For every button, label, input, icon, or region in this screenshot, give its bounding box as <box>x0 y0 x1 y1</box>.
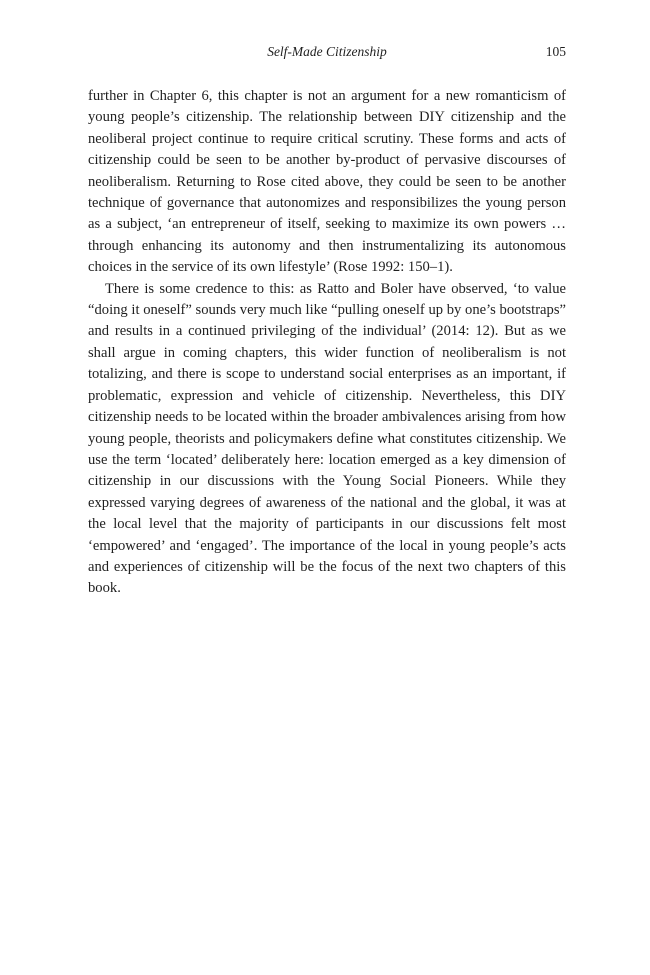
running-head <box>88 44 566 64</box>
paragraph-continuation: further in Chapter 6, this chapter is not an argument for a new romanticism of young people’s citizenship. The relationship between DIY citizenship and the neoliberal project continue to require critical scrutiny. These forms and acts of citizenship could be seen to be another by-product of pervasive discourses of neoliberalism. Returning to Rose cited above, they could be seen to be another technique of governance that autonomizes and responsibilizes the young person as a subject, ‘an entrepreneur of itself, seeking to maximize its own powers … through enhancing its autonomy and then instrumentalizing its autonomous choices in the service of its own lifestyle’ (Rose 1992: 150–1). <box>88 88 566 276</box>
page-number: 105 <box>545 44 566 59</box>
paragraph: There is some credence to this: as Ratto and Boler have observed, ‘to value “doing it oneself” sounds very much like “pulling oneself up by one’s bootstraps” and results in a continued privileging of the individual’ (2014: 12). But as we shall argue in coming chapters, this wider function of neoliberalism is not totalizing, and there is scope to understand social enterprises as an important, if problematic, expression and vehicle of citizenship. Nevertheless, this DIY citizenship needs to be located within the broader ambivalences arising from how young people, theorists and policymakers define what constitutes citizenship. We use the term ‘located’ deliberately here: location emerged as a key dimension of citizenship in our discussions with the Young Social Pioneers. While they expressed varying degrees of awareness of the national and the global, it was at the local level that the majority of participants in our discussions felt most ‘empowered’ and ‘engaged’. The importance of the local in young people’s acts and experiences of citizenship will be the focus of the next two chapters of this book. <box>88 280 566 597</box>
running-title: Self-Made Citizenship <box>267 44 387 59</box>
body-text <box>88 86 566 600</box>
